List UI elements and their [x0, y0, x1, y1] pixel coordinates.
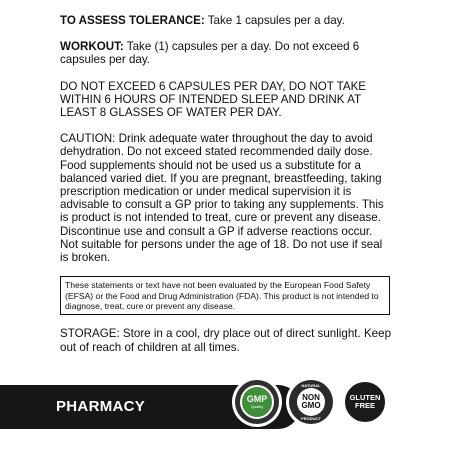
- nongmo-line2: GMO: [301, 401, 321, 410]
- gmp-badge: [232, 377, 282, 427]
- workout-label: WORKOUT:: [60, 40, 124, 54]
- storage-paragraph: STORAGE: Store in a cool, dry place out of direct sunlight. Keep out of reach of children at all times.: [60, 327, 392, 354]
- non-gmo-seal-icon: [297, 388, 325, 416]
- nongmo-line1: NON: [302, 393, 320, 402]
- gmp-line2: Quality: [250, 404, 264, 409]
- warning-paragraph: DO NOT EXCEED 6 CAPSULES PER DAY, DO NOT TAKE WITHIN 6 HOURS OF INTENDED SLEEP AND DRINK AT LEAST 8 GLASSES OF WATER PER DAY.: [60, 79, 367, 120]
- tolerance-label: TO ASSESS TOLERANCE:: [60, 14, 205, 27]
- caution-paragraph: CAUTION: Drink adequate water throughout the day to avoid dehydration. Do not exceed stated recommended daily dose. Food supplements should not be used us a substitute for a balanced varied diet. If you are pregnant, breastfeeding, taking prescription medication or under medical supervision it is advisable to consult a GP prior to taking any supplements. This is product is not intended to treat, cure or prevent any disease. Discontinue use and consult a GP if adverse reactions occur. Not suitable for persons under the age of 18. Do not use if seal is broken.: [60, 132, 384, 265]
- disclaimer-box: [60, 276, 390, 315]
- gmp-line1: GMP: [246, 394, 268, 404]
- brand-name: PHARMACY: [56, 398, 146, 415]
- label-content: [60, 14, 392, 354]
- tolerance-text: Take 1 capsules per a day.: [204, 14, 345, 27]
- nongmo-top-text: NATURAL: [301, 383, 321, 388]
- workout-paragraph: [60, 40, 392, 66]
- non-gmo-badge: [286, 377, 336, 427]
- nongmo-bottom-text: PRODUCT: [301, 416, 321, 421]
- gluten-free-seal-icon: [350, 394, 381, 411]
- certification-badges: [232, 377, 390, 427]
- tolerance-paragraph: [60, 14, 392, 27]
- disclaimer-text: These statements or text have not been evaluated by the European Food Safety (EFSA) or the Food and Drug Administration (FDA). This product is not intended to diagnose, treat, cure or prevent any disease.: [65, 280, 379, 312]
- gluten-line2: FREE: [354, 401, 375, 410]
- gmp-seal-icon: [240, 385, 274, 419]
- workout-text: Take (1) capsules per a day. Do not exceed 6 capsules per day.: [60, 40, 360, 67]
- gluten-free-badge: [340, 377, 390, 427]
- gluten-line1: GLUTEN: [349, 392, 381, 402]
